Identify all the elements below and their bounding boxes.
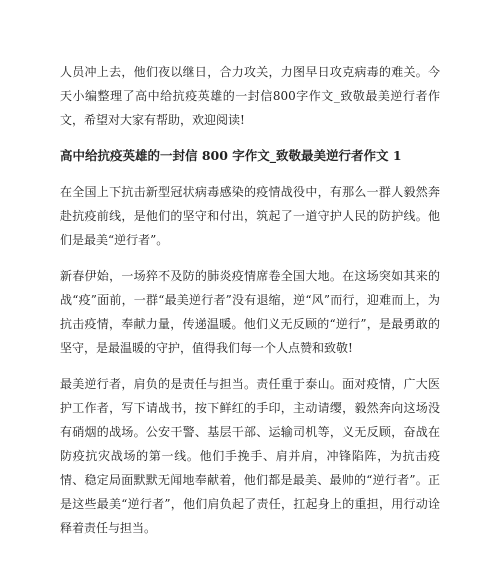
body-paragraph-3: 最美逆行者，肩负的是责任与担当。责任重于泰山。面对疫情，广大医护工作者，写下请战书，按下鲜红的手印，主动请缨，毅然奔向这场没有硝烟的战场。公安干警、基层干部、运输司机等，义无反顾，奋战在防疫抗灾战场的第一线。他们手挽手、肩并肩，冲锋陷阵，为抗击疫情、稳定局面默默无闻地奉献着，他们都是最美、最帅的“逆行者”。正是这些最美“逆行者”，他们肩负起了责任，扛起身上的重担，用行动诠释着责任与担当。 [60, 377, 440, 535]
intro-paragraph: 人员冲上去，他们夜以继日，合力攻关，力图早日攻克病毒的难关。今天小编整理了高中给抗疫英雄的一封信800字作文_致敬最美逆行者作文，希望对大家有帮助，欢迎阅读! [60, 65, 440, 127]
section-heading: 高中给抗疫英雄的一封信 800 字作文_致敬最美逆行者作文 1 [60, 148, 402, 163]
body-paragraph-2: 新春伊始，一场猝不及防的肺炎疫情席卷全国大地。在这场突如其来的战“疫”面前，一群“最美逆行者”没有退缩，逆“风”而行，迎难而上，为抗击疫情，奉献力量，传递温暖。他们义无反顾的“逆行”，是最勇敢的坚守，是最温暖的守护，值得我们每一个人点赞和致敬! [60, 269, 440, 355]
body-paragraph-1: 在全国上下抗击新型冠状病毒感染的疫情战役中，有那么一群人毅然奔赴抗疫前线，是他们的坚守和付出，筑起了一道守护人民的防护线。他们是最美“逆行者”。 [60, 185, 440, 247]
